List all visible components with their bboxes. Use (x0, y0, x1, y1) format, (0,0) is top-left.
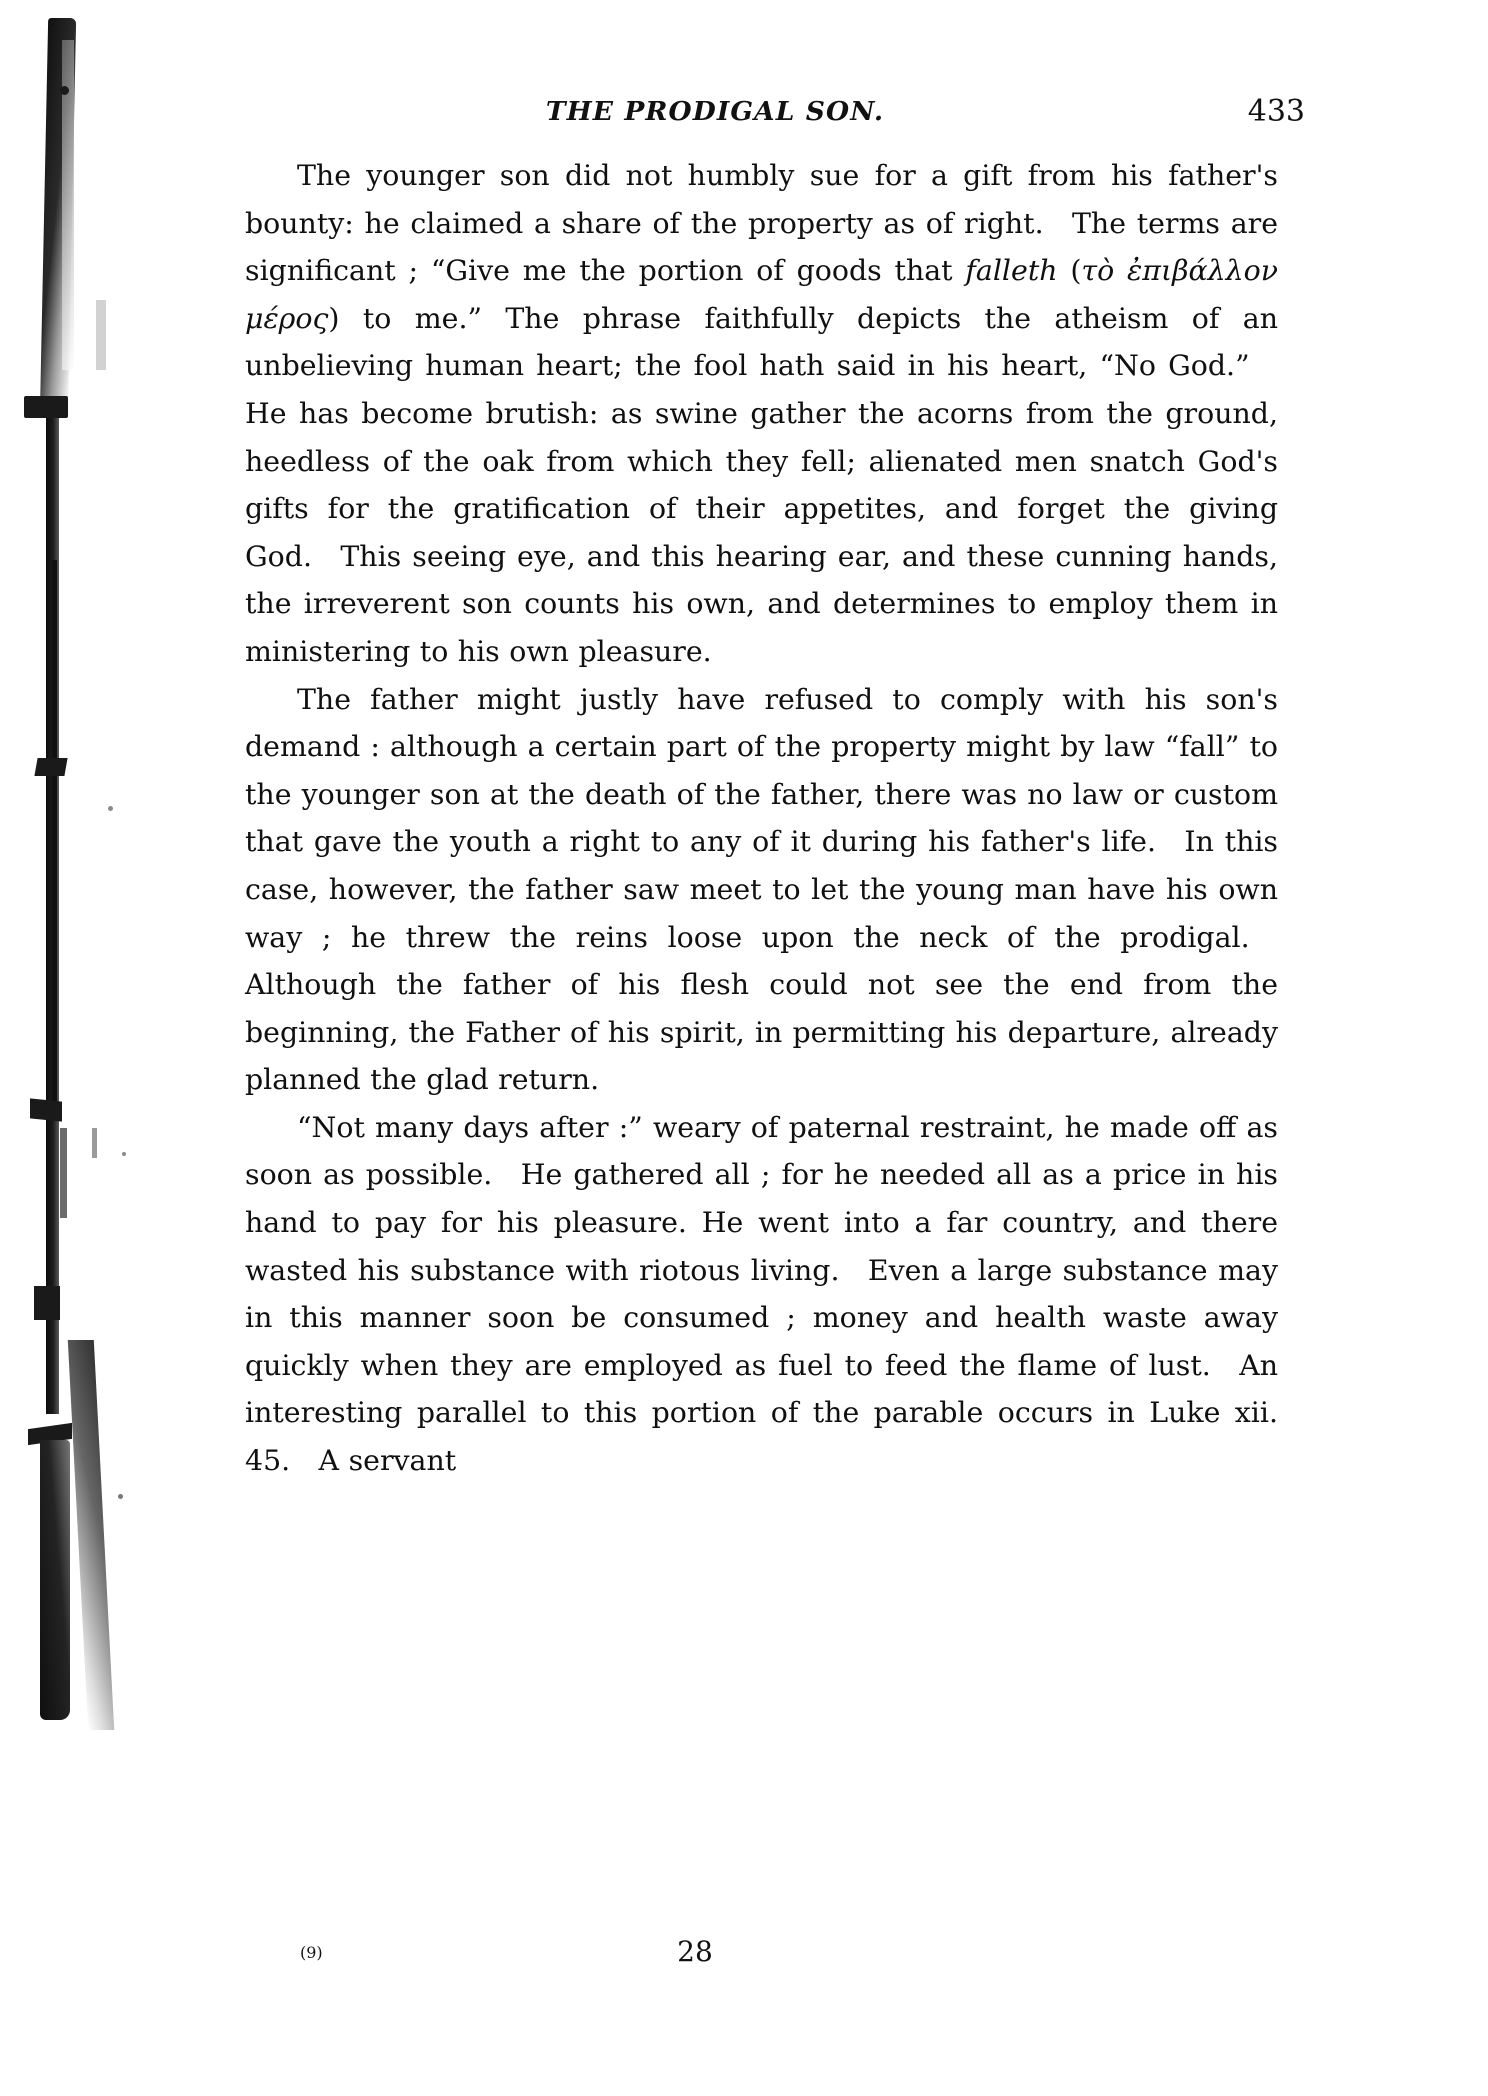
binding-spine (46, 404, 59, 1414)
scan-artifact-notch (24, 396, 68, 418)
scan-artifact-notch (28, 1423, 72, 1445)
italic-text: falleth (965, 254, 1058, 288)
text-run: The father might justly have refused to comply with his son's demand : although a certain part of the property might by law “fall” to the younger son at the death of the father, there was no law or custom that gave the youth a right to any of it during his father's life. In this case, however, the father saw meet to let the young man have his own way ; he threw the reins loose upon the neck of the prodigal. Although the father of his flesh could not see the end from the beginning, the Father of his spirit, in permitting his departure, already planned the glad return. (245, 682, 1278, 1097)
bottom-folio: 28 (677, 1935, 713, 1968)
paragraph (245, 1104, 1278, 1485)
scan-artifact-blot (68, 1340, 114, 1730)
scan-artifact-speck (60, 86, 69, 95)
scan-artifact-blot (40, 1440, 70, 1720)
text-run: ( (1057, 254, 1082, 288)
binding-spine-thin (52, 560, 57, 1120)
binding-shadow-secondary (62, 40, 74, 370)
scan-artifact-notch (30, 1098, 62, 1121)
paragraph (245, 676, 1278, 1104)
page-content (245, 0, 1305, 2096)
running-head: THE PRODIGAL SON. (545, 96, 885, 127)
binding-shadow (40, 18, 76, 418)
scan-artifact-notch (34, 758, 67, 776)
text-run: ) to me.” The phrase faithfully depicts the atheism of an unbelieving human heart; the fool hath said in his heart, “No God.” He has become brutish: as swine gather the acorns from the ground, heedless of the oak from which they fell; alienated men snatch God's gifts for the gratification of their appetites, and forget the giving God. This seeing eye, and this hearing ear, and these cunning hands, the irreverent son counts his own, and determines to employ them in ministering to his own pleasure. (245, 301, 1278, 668)
signature-mark: (9) (300, 1943, 323, 1962)
page-footer (245, 1935, 1278, 1985)
text-run: “Not many days after :” weary of paternal restraint, he made off as soon as possible. He gathered all ; for he needed all as a price in his hand to pay for his pleasure. He went into a far country, and there wasted his substance with riotous living. Even a large substance may in this manner soon be consumed ; money and health waste away quickly when they are employed as fuel to feed the flame of lust. An interesting parallel to this portion of the parable occurs in Luke xii. 45. A servant (245, 1110, 1278, 1478)
scan-artifact-smudge (92, 1128, 97, 1158)
body-text (245, 152, 1278, 1485)
greek-text: τὸ ἐπιβάλλον μέρος (245, 254, 1278, 335)
scan-artifact-speck (108, 806, 113, 811)
scan-artifact-notch (34, 1286, 60, 1320)
text-run: The younger son did not humbly sue for a gift from his father's bounty: he claimed a share of the property as of right. The terms are significant ; “Give me the portion of goods that (245, 159, 1278, 288)
paragraph (245, 152, 1278, 676)
scan-artifact-smudge (60, 1128, 67, 1218)
scan-artifact-speck (118, 1494, 123, 1499)
page-header (245, 96, 1305, 138)
scan-artifact-smudge (96, 300, 106, 370)
scan-artifact-speck (122, 1152, 126, 1156)
page-number: 433 (1247, 94, 1305, 129)
scan-binding-edge (0, 0, 150, 2096)
